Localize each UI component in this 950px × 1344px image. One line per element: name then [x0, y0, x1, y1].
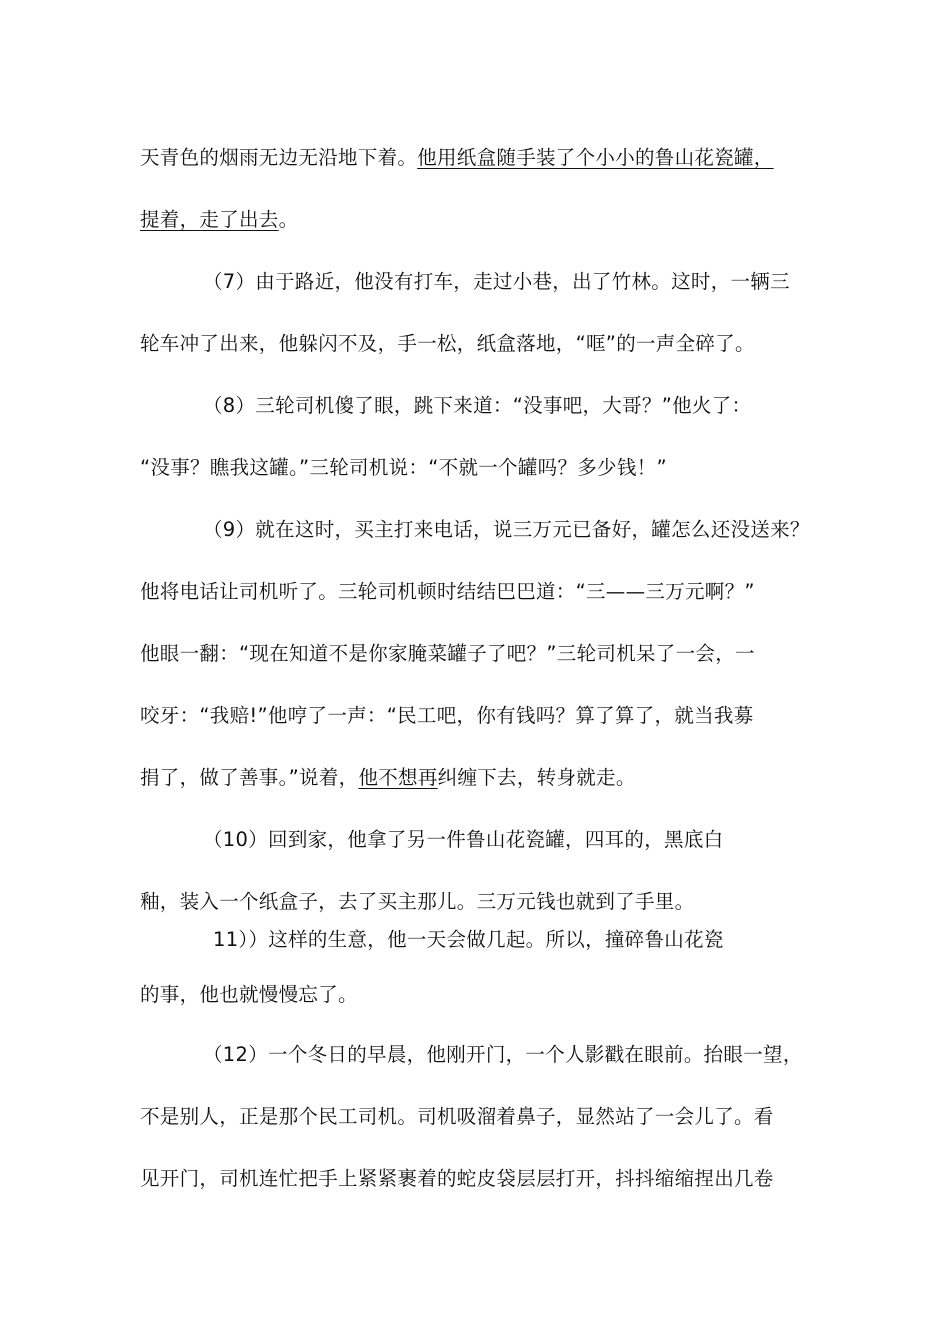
text-segment: “没事？瞧我这罐。”三轮司机说：“不就一个罐吗？多少钱！”: [140, 456, 667, 479]
text-segment: 。: [278, 208, 299, 231]
text-segment: 11））这样的生意，他一天会做几起。所以，撞碎鲁山花瓷: [213, 928, 724, 951]
underlined-text: 他不想再: [358, 766, 438, 789]
text-segment: 不是别人，正是那个民工司机。司机吸溜着鼻子，显然站了一会儿了。看: [140, 1105, 774, 1128]
text-line: [140, 455, 667, 481]
text-segment: 釉，装入一个纸盒子，去了买主那儿。三万元钱也就到了手里。: [140, 890, 695, 913]
text-line: [140, 207, 298, 233]
text-segment: （12）一个冬日的早晨，他刚开门，一个人影戳在眼前。抬眼一望，: [203, 1043, 803, 1066]
text-line: [140, 579, 755, 605]
text-line: [140, 889, 694, 915]
underlined-text: 他用纸盒随手装了个小小的鲁山花瓷罐，: [417, 146, 774, 169]
text-line: [140, 982, 358, 1008]
text-segment: 咬牙：“我赔!”他哼了一声：“民工吧，你有钱吗？算了算了，就当我募: [140, 704, 754, 727]
underlined-text: 提着，走了出去: [140, 208, 279, 231]
paragraph-7-start: [203, 269, 790, 295]
text-line: [140, 1166, 774, 1192]
paragraph-11-start: [213, 927, 724, 953]
text-segment: 的事，他也就慢慢忘了。: [140, 983, 358, 1006]
text-segment: （8）三轮司机傻了眼，跳下来道：“没事吧，大哥？”他火了：: [203, 394, 752, 417]
text-line: [140, 331, 755, 357]
text-segment: 见开门，司机连忙把手上紧紧裹着的蛇皮袋层层打开，抖抖缩缩捏出几卷: [140, 1167, 774, 1190]
text-line: [140, 641, 755, 667]
text-segment: （10）回到家，他拿了另一件鲁山花瓷罐，四耳的，黑底白: [203, 828, 724, 851]
text-line: [140, 765, 636, 791]
text-segment: 他眼一翻：“现在知道不是你家腌菜罐子了吧？”三轮司机呆了一会，一: [140, 642, 755, 665]
paragraph-8-start: [203, 393, 751, 419]
paragraph-10-start: [203, 827, 723, 853]
text-segment: 轮车冲了出来，他躲闪不及，手一松，纸盒落地，“哐”的一声全碎了。: [140, 332, 755, 355]
paragraph-9-start: [203, 517, 810, 543]
text-line: [140, 145, 774, 171]
text-segment: （9）就在这时，买主打来电话，说三万元已备好，罐怎么还没送来？: [203, 518, 810, 541]
text-line: [140, 1104, 774, 1130]
text-segment: 捐了，做了善事。”说着，: [140, 766, 359, 789]
paragraph-12-start: [203, 1042, 803, 1068]
text-segment: 纠缠下去，转身就走。: [437, 766, 636, 789]
text-segment: 天青色的烟雨无边无沿地下着。: [140, 146, 418, 169]
text-segment: （7）由于路近，他没有打车，走过小巷，出了竹林。这时，一辆三: [203, 270, 790, 293]
text-segment: 他将电话让司机听了。三轮司机顿时结结巴巴道：“三——三万元啊？”: [140, 580, 755, 603]
text-line: [140, 703, 754, 729]
